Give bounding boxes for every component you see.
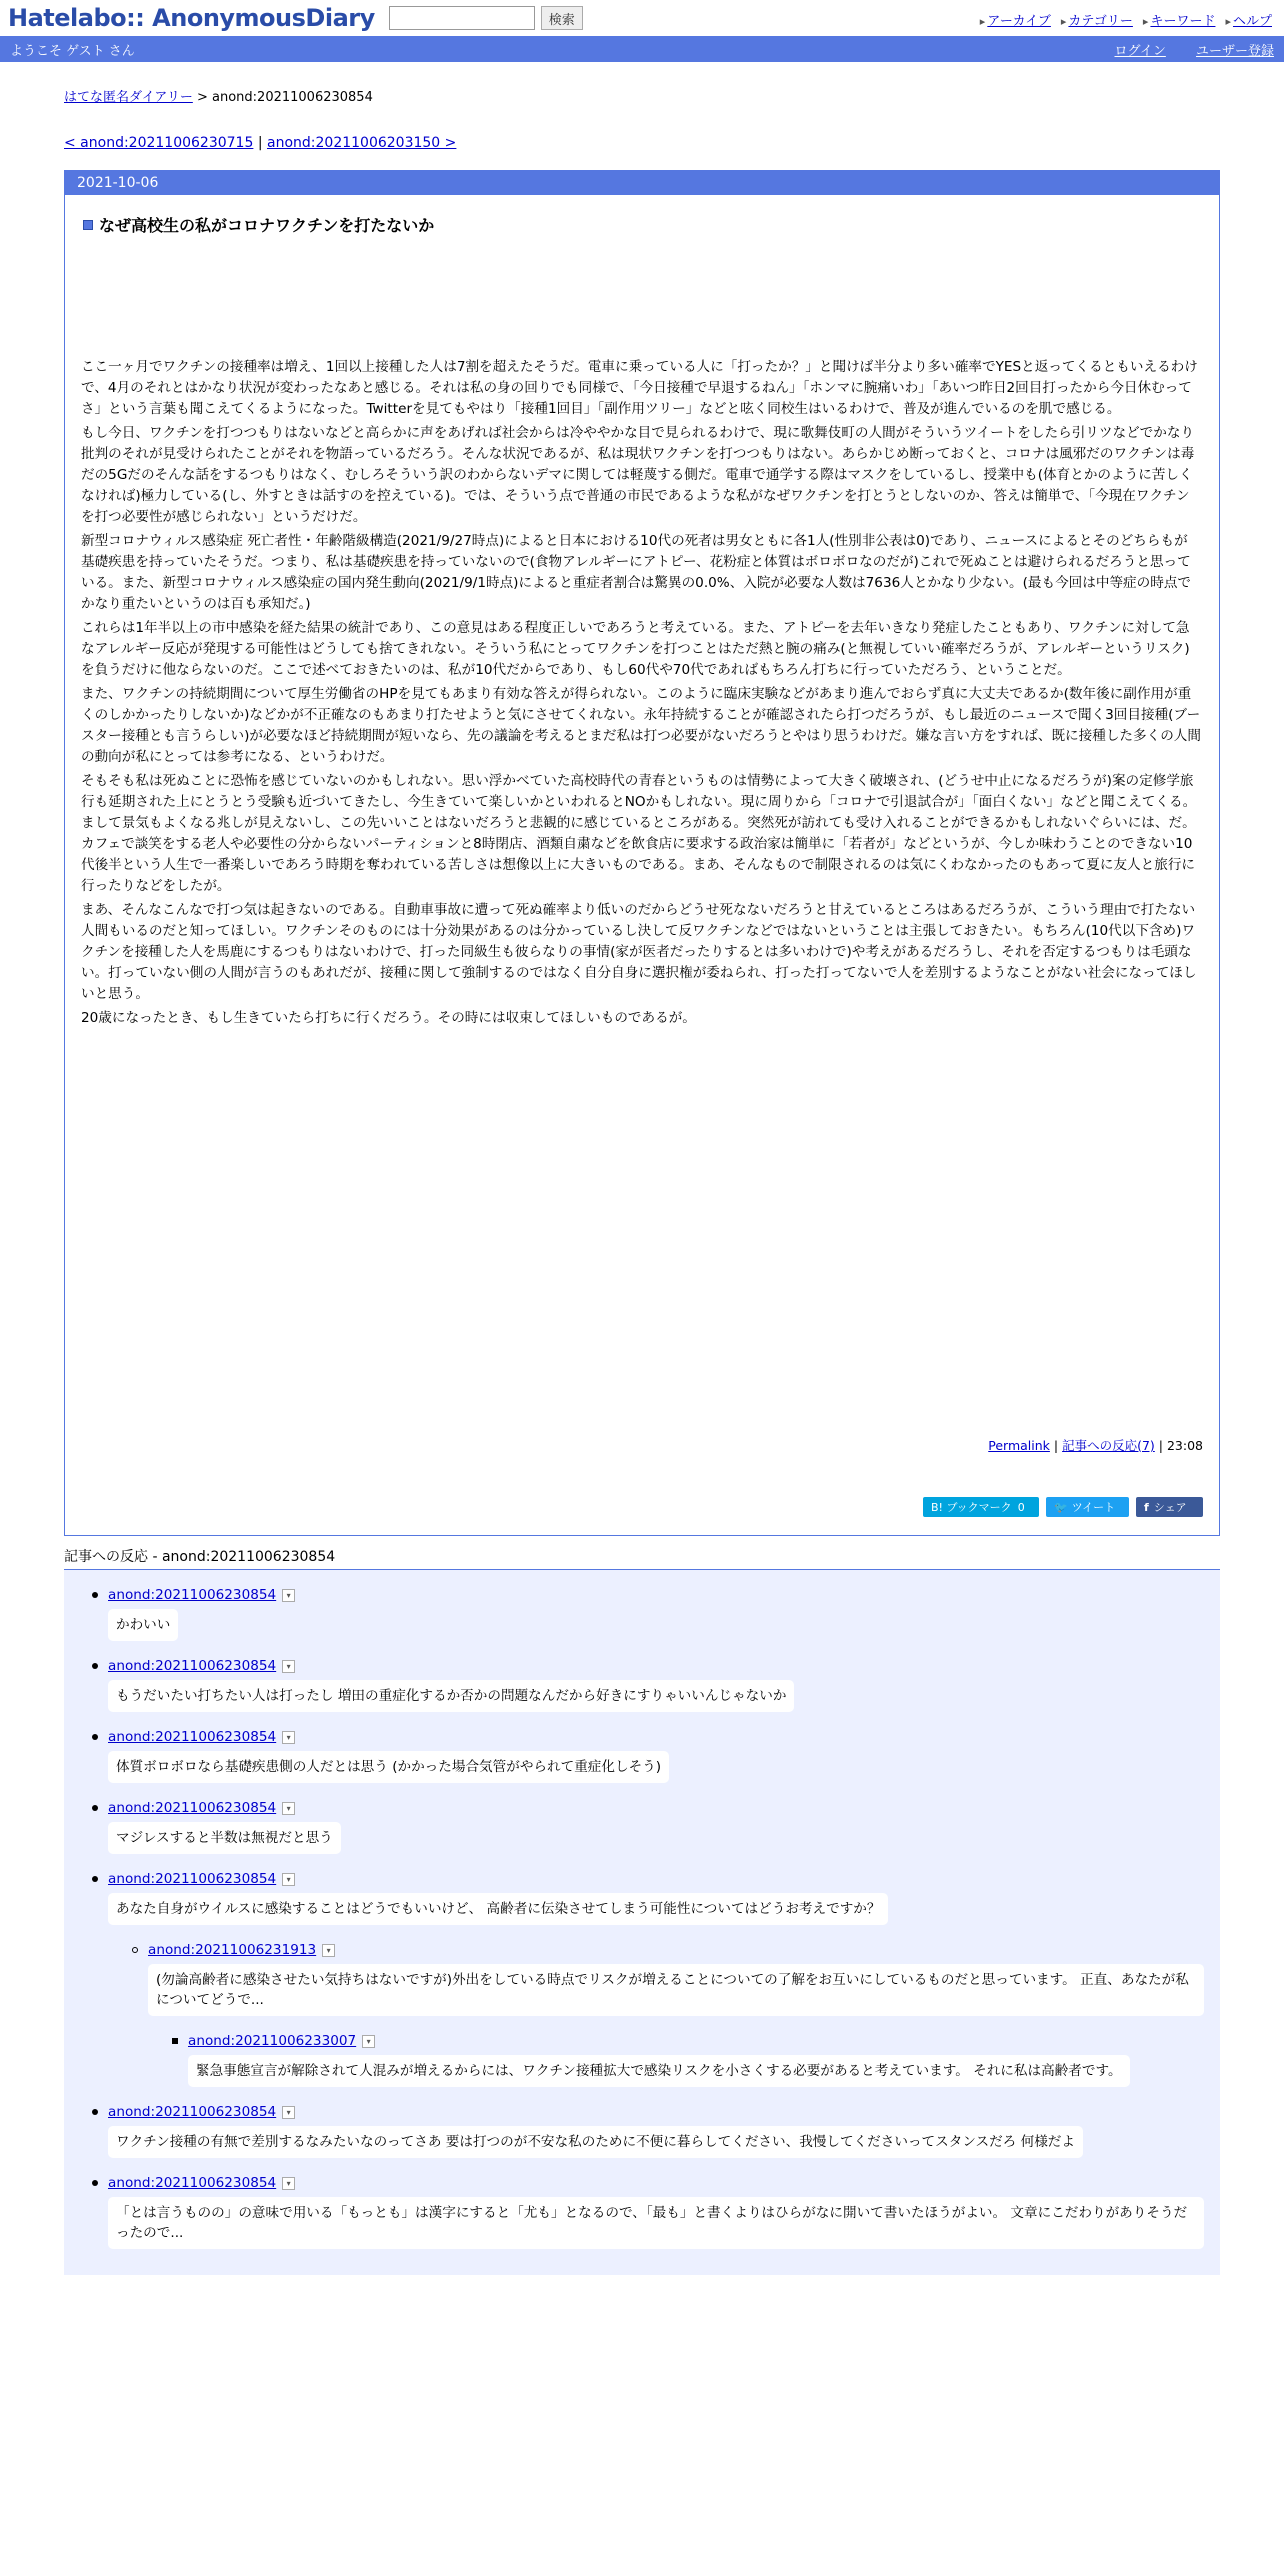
list-bullet-icon: [92, 1734, 98, 1740]
response-text: かわいい: [108, 1609, 178, 1641]
top-bar: [0, 0, 1284, 36]
permalink-link[interactable]: Permalink: [988, 1438, 1050, 1453]
main-content: [64, 86, 1220, 2275]
response-item: [148, 1939, 1204, 2030]
entry-paragraph: これらは1年半以上の市中感染を経た結果の統計であり、この意見はある程度正しいであろうと考えている。また、アトピーを去年いきなり発症したこともあり、ワクチンに対して急なアレルギー反応が発現する可能性はどうしても捨てきれない。そういう私にとってワクチンを打つことはただ熱と腕の痛み(と無視していい確率だろうが、アレルギーというリスク)を負うだけに他ならないのだ。ここで述べておきたいのは、私が10代だからであり、もし60代や70代であればもちろん打ちに行っていただろう、ということだ。: [81, 620, 1190, 678]
response-id-link[interactable]: anond:20211006230854: [108, 1800, 277, 1816]
entry-time: 23:08: [1166, 1438, 1203, 1453]
list-bullet-icon: [172, 2038, 178, 2044]
dropdown-icon[interactable]: ▾: [282, 1660, 295, 1673]
day-section: [64, 170, 1220, 1536]
entry-body: [81, 357, 1201, 1032]
breadcrumb: はてな匿名ダイアリー > anond:20211006230854: [64, 90, 373, 105]
response-id-link[interactable]: anond:20211006230854: [108, 1871, 277, 1887]
response-text: もうだいたい打ちたい人は打ったし 増田の重症化するか否かの問題なんだから好きにすりゃいいんじゃないか: [108, 1680, 794, 1712]
register-link[interactable]: ユーザー登録: [1195, 43, 1274, 59]
welcome-bar: [0, 36, 1284, 62]
response-item: [108, 2172, 1204, 2263]
list-bullet-icon: [92, 1805, 98, 1811]
dropdown-icon[interactable]: ▾: [362, 2035, 375, 2048]
search-input[interactable]: [389, 6, 535, 30]
response-text: マジレスすると半数は無視だと思う: [108, 1822, 341, 1854]
responses-list: [64, 1570, 1220, 2275]
dropdown-icon[interactable]: ▾: [282, 2177, 295, 2190]
response-text: 「とは言うものの」の意味で用いる「もっとも」は漢字にすると「尤も」となるので、「最も」と書くよりはひらがなに開いて書いたほうがよい。 文章にこだわりがありそうだったので...: [108, 2197, 1204, 2249]
response-item: [108, 1655, 1204, 1726]
site-logo[interactable]: Hatelabo:: AnonymousDiary: [8, 4, 375, 32]
response-id-link[interactable]: anond:20211006230854: [108, 1587, 277, 1603]
response-item: [108, 1868, 1204, 1939]
responses-title-id: anond:20211006230854: [161, 1549, 336, 1565]
response-item: [108, 1797, 1204, 1868]
response-text: 緊急事態宣言が解除されて人混みが増えるからには、ワクチン接種拡大で感染リスクを小さくする必要があると考えています。 それに私は高齢者です。: [188, 2055, 1130, 2087]
response-item: [108, 1584, 1204, 1655]
response-text: 体質ボロボロなら基礎疾患側の人だとは思う (かかった場合気管がやられて重症化しそう): [108, 1751, 669, 1783]
response-id-link[interactable]: anond:20211006230854: [108, 2175, 277, 2191]
nav-arrow-icon: ▸: [1142, 15, 1149, 28]
nav-category-link[interactable]: カテゴリー: [1068, 14, 1133, 29]
welcome-text: ようこそ ゲスト さん: [10, 43, 135, 59]
entry-paragraph: ここ一ヶ月でワクチンの接種率は増え、1回以上接種した人は7割を超えたそうだ。電車に乗っている人に「打ったか？」と聞けば半分より多い確率でYESと返ってくるともいえるわけで、4月のそれとはかなり状況が変わったなあと感じる。それは私の身の回りでも同様で、「今日接種で早退するねん」「ホンマに腕痛いわ」「あいつ昨日2回目打ったから今日休むってさ」という言葉も聞こえてくるようになった。Twitterを見てもやはり「接種1回目」「副作用ツリー」などと呟く同校生はいるわけで、普及が進んでいるのを肌で感じる。: [81, 359, 1198, 417]
next-entry-link[interactable]: anond:20211006203150 >: [267, 135, 457, 151]
entry-title: [83, 213, 1219, 236]
entry-paragraph: また、ワクチンの持続期間について厚生労働省のHPを見てもあまり有効な答えが得られない。このように臨床実験などがあまり進んでおらず真に大丈夫であるか(数年後に副作用が重くのしかかったりしないか)などかが不正確なのもあまり打たせようと気にさせてくれない。永年持続することが確認されたら打つだろうが、もし最近のニュースで聞く3回目接種(ブースター接種とも言うらしい)が必要なほど持続期間が短いなら、先の議論を考えるとまだ私は打つ必要がないだろうとやはり思うわけだ。嫌な言い方をすれば、既に接種した多くの人間の動向が私にとっては参考になる、というわけだ。: [81, 686, 1201, 765]
response-id-link[interactable]: anond:20211006233007: [188, 2033, 357, 2049]
nav-help-link[interactable]: ヘルプ: [1232, 14, 1272, 29]
reactions-link[interactable]: 記事への反応(7): [1062, 1438, 1155, 1453]
nav-archive-link[interactable]: アーカイブ: [987, 14, 1051, 29]
entry-paragraph: 新型コロナウィルス感染症 死亡者性・年齢階級構造(2021/9/27時点)によると日本における10代の死者は男女ともに各1人(性別非公表は0)であり、ニュースによるとそのどちらもが基礎疾患を持っていたそうだ。つまり、私は基礎疾患を持っていないので(食物アレルギーにアトピー、花粉症と体質はボロボロなのだが)これで死ぬことは避けられるだろうと思っている。また、新型コロナウィルス感染症の国内発生動向(2021/9/1時点)によると重症者割合は驚異の0.0%、入院が必要な人数は7636人とかなり少ない。(最も今回は中等症の時点でかなり重たいというのは百も承知だ。): [81, 533, 1192, 612]
response-text: ワクチン接種の有無で差別するなみたいなのってさあ 要は打つのが不安な私のために不便に暮らしてください、我慢してくださいってスタンスだろ 何様だよ: [108, 2126, 1083, 2158]
facebook-share-button[interactable]: [1136, 1497, 1203, 1517]
share-buttons: [923, 1497, 1203, 1517]
response-id-link[interactable]: anond:20211006230854: [108, 1729, 277, 1745]
entry-footer: Permalink | 記事への反応(7) | 23:08: [988, 1438, 1203, 1453]
top-nav: [980, 10, 1272, 29]
entry-paragraph: 20歳になったとき、もし生きていたら打ちに行くだろう。その時には収束してほしいものであるが。: [81, 1010, 696, 1026]
list-bullet-icon: [92, 1663, 98, 1669]
list-bullet-icon: [92, 1876, 98, 1882]
tweet-label: ツイート: [1071, 1501, 1116, 1514]
login-link[interactable]: ログイン: [1114, 43, 1166, 59]
list-bullet-icon: [92, 1592, 98, 1598]
facebook-label: シェア: [1153, 1501, 1187, 1514]
dropdown-icon[interactable]: ▾: [322, 1944, 335, 1957]
response-item: [108, 1726, 1204, 1797]
nav-keyword-link[interactable]: キーワード: [1150, 14, 1216, 29]
tweet-button[interactable]: [1046, 1497, 1129, 1517]
response-text: あなた自身がウイルスに感染することはどうでもいいけど、 高齢者に伝染させてしまう可能性についてはどうお考えですか？: [108, 1893, 888, 1925]
dropdown-icon[interactable]: ▾: [282, 1873, 295, 1886]
list-bullet-icon: [132, 1947, 138, 1953]
prev-entry-link[interactable]: < anond:20211006230715: [64, 135, 254, 151]
entry-pager: < anond:20211006230715 | anond:20211006203150 >: [64, 135, 457, 151]
nav-arrow-icon: ▸: [979, 15, 986, 28]
facebook-icon: f: [1144, 1500, 1149, 1514]
twitter-bird-icon: 🐦: [1054, 1500, 1068, 1514]
entry-paragraph: もし今日、ワクチンを打つつもりはないなどと高らかに声をあげれば社会からは冷ややかな目で見られるわけで、現に歌舞伎町の人間がそういうツイートをしたら引リツなどでかなり批判のそれが見受けられたことがそれを物語っているだろう。そんな状況であるが、私は現状ワクチンを打つつもりはない。あらかじめ断っておくと、コロナは風邪だのワクチンは毒だの5Gだのそんな話をするつもりはなく、むしろそういう訳のわからないデマに関しては軽蔑する側だ。電車で通学する際はマスクをしているし、授業中も(体育とかのように苦しくなければ)極力している(し、外すときは話すのを控えている)。では、そういう点で普通の市民であるような私がなぜワクチンを打とうとしないのか、答えは簡単で、「今現在ワクチンを打つ必要性が感じられない」というだけだ。: [81, 425, 1195, 525]
breadcrumb-current: anond:20211006230854: [212, 90, 373, 105]
dropdown-icon[interactable]: ▾: [282, 2106, 295, 2119]
hatena-bookmark-button[interactable]: [923, 1497, 1039, 1517]
entry-paragraph: まあ、そんなこんなで打つ気は起きないのである。自動車事故に遭って死ぬ確率より低いのだからどうせ死なないだろうと甘えているところはあるだろうが、こういう理由で打たない人間もいるのだと知ってほしい。ワクチンそのものには十分効果があるのは分かっているし決して反ワクチンなどではないということは主張しておきたい。もちろん(10代以下含め)ワクチンを接種した人を馬鹿にするつもりはないわけで、打った同級生も彼らなりの事情(家が医者だったりするとは多いわけで)や考えがあるだろうし、それを否定するつもりは毛頭ない。打っていない側の人間が言うのもあれだが、接種に関して強制するのではなく自分自身に選択権が委ねられ、打った打ってないで人を差別するようなことがない社会になってほしいと思う。: [81, 902, 1197, 1002]
response-id-link[interactable]: anond:20211006230854: [108, 1658, 277, 1674]
hatebu-count: 0: [1017, 1500, 1025, 1514]
entry-title-text: なぜ高校生の私がコロナワクチンを打たないか: [99, 216, 435, 235]
response-id-link[interactable]: anond:20211006230854: [108, 2104, 277, 2120]
dropdown-icon[interactable]: ▾: [282, 1731, 295, 1744]
search-button[interactable]: 検索: [541, 6, 583, 30]
list-bullet-icon: [92, 2109, 98, 2115]
response-text: (勿論高齢者に感染させたい気持ちはないですが)外出をしている時点でリスクが増えることについての了解をお互いにしているものだと思っています。 正直、あなたが私についてどうで...: [148, 1964, 1204, 2016]
breadcrumb-home-link[interactable]: はてな匿名ダイアリー: [64, 90, 193, 105]
entry-paragraph: そもそも私は死ぬことに恐怖を感じていないのかもしれない。思い浮かべていた高校時代の青春というものは情勢によって大きく破壊され、(どうせ中止になるだろうが)案の定修学旅行も延期された上にとうとう受験も近づいてきたし、今生きていて楽しいかといわれるとNOかもしれない。現に周りから「コロナで引退試合が」「面白くない」などと聞こえてくる。まして景気もよくなる兆しが見えないし、この先いいことはないだろうと悲観的に感じているところがある。突然死が訪れても受け入れることができるかもしれないぐらいには、だ。カフェで談笑をする老人や必要性の分からないパーティションと8時閉店、酒類自粛などを飲食店に要求する政治家は簡単に「若者が」などというが、今しか味わうことのできない10代後半という人生で一番楽しいであろう時期を奪われている苦しさは想像以上に大きいものである。まあ、そんなもので制限されるのは気にくわなかったのもあって夏に友人と旅行に行ったりなどをしたが。: [81, 773, 1197, 894]
response-item: [108, 2101, 1204, 2172]
nav-arrow-icon: ▸: [1225, 15, 1231, 28]
nav-arrow-icon: ▸: [1060, 15, 1067, 28]
response-item: [188, 2030, 1204, 2101]
section-mark-icon[interactable]: [83, 220, 93, 230]
list-bullet-icon: [92, 2180, 98, 2186]
responses-title: 記事への反応 - anond:20211006230854: [64, 1546, 1220, 1570]
dropdown-icon[interactable]: ▾: [282, 1589, 295, 1602]
day-date: 2021-10-06: [65, 171, 1219, 195]
dropdown-icon[interactable]: ▾: [282, 1802, 295, 1815]
response-id-link[interactable]: anond:20211006231913: [148, 1942, 317, 1958]
hatebu-label: B! ブックマーク: [931, 1501, 1012, 1514]
